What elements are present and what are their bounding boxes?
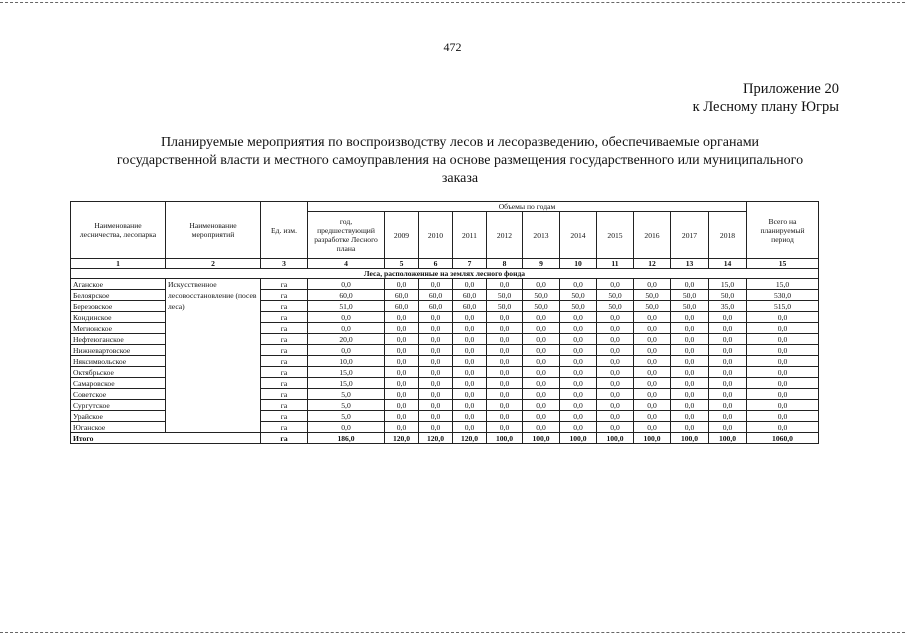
cell-year-value: 15,0 — [709, 279, 747, 290]
cell-unit: га — [261, 279, 308, 290]
column-number: 7 — [453, 259, 487, 269]
cell-year-value: 0,0 — [487, 345, 523, 356]
cell-forestry: Мегионское — [71, 323, 166, 334]
column-number: 4 — [308, 259, 385, 269]
cell-year-value: 35,0 — [709, 301, 747, 312]
cell-prev-year: 0,0 — [308, 345, 385, 356]
cell-year-value: 0,0 — [453, 279, 487, 290]
cell-year-value: 0,0 — [385, 356, 419, 367]
cell-year-value: 0,0 — [523, 323, 560, 334]
cell-year-value: 0,0 — [453, 323, 487, 334]
header-forestry: Наименование лесничества, лесопарка — [71, 202, 166, 259]
cell-year-value: 0,0 — [597, 367, 634, 378]
cell-year-value: 0,0 — [419, 312, 453, 323]
cell-year-value: 0,0 — [560, 422, 597, 433]
cell-year-value: 0,0 — [419, 378, 453, 389]
cell-year-value: 0,0 — [487, 312, 523, 323]
cell-total: 0,0 — [747, 312, 819, 323]
cell-year-value: 60,0 — [419, 290, 453, 301]
cell-unit: га — [261, 378, 308, 389]
column-number: 1 — [71, 259, 166, 269]
cell-year-value: 0,0 — [709, 312, 747, 323]
cell-total: 0,0 — [747, 378, 819, 389]
total-unit: га — [261, 433, 308, 444]
cell-measure: Искусственное лесовосстановление (посев леса) — [166, 279, 261, 433]
total-year-value: 120,0 — [385, 433, 419, 444]
appendix-line-2: к Лесному плану Югры — [692, 99, 839, 115]
cell-forestry: Сургутское — [71, 400, 166, 411]
cell-unit: га — [261, 411, 308, 422]
cell-year-value: 0,0 — [385, 422, 419, 433]
cell-year-value: 0,0 — [671, 389, 709, 400]
cell-year-value: 0,0 — [419, 367, 453, 378]
cell-year-value: 60,0 — [419, 301, 453, 312]
cell-year-value: 0,0 — [671, 356, 709, 367]
column-number: 13 — [671, 259, 709, 269]
cell-unit: га — [261, 334, 308, 345]
header-total: Всего на планируемый период — [747, 202, 819, 259]
total-year-value: 100,0 — [597, 433, 634, 444]
cell-prev-year: 51,0 — [308, 301, 385, 312]
cell-prev-year: 0,0 — [308, 279, 385, 290]
cell-year-value: 0,0 — [523, 411, 560, 422]
cell-year-value: 0,0 — [597, 411, 634, 422]
column-number: 14 — [709, 259, 747, 269]
cell-year-value: 0,0 — [671, 422, 709, 433]
cell-total: 0,0 — [747, 334, 819, 345]
cell-year-value: 0,0 — [560, 345, 597, 356]
cell-year-value: 0,0 — [560, 334, 597, 345]
cell-year-value: 0,0 — [419, 323, 453, 334]
total-year-value: 100,0 — [523, 433, 560, 444]
total-year-value: 120,0 — [419, 433, 453, 444]
cell-year-value: 0,0 — [453, 389, 487, 400]
cell-year-value: 60,0 — [453, 301, 487, 312]
cell-year-value: 0,0 — [671, 345, 709, 356]
cell-year-value: 0,0 — [523, 367, 560, 378]
cell-year-value: 0,0 — [385, 367, 419, 378]
cell-unit: га — [261, 290, 308, 301]
total-year-value: 100,0 — [709, 433, 747, 444]
header-year: 2018 — [709, 212, 747, 259]
cell-year-value: 0,0 — [709, 389, 747, 400]
cell-year-value: 0,0 — [597, 334, 634, 345]
cell-year-value: 0,0 — [709, 400, 747, 411]
cell-year-value: 0,0 — [560, 389, 597, 400]
cell-year-value: 0,0 — [560, 323, 597, 334]
cell-forestry: Няксимвольское — [71, 356, 166, 367]
cell-year-value: 0,0 — [560, 400, 597, 411]
title-line-3: заказа — [441, 171, 479, 186]
header-year: 2017 — [671, 212, 709, 259]
cell-year-value: 0,0 — [671, 378, 709, 389]
cell-year-value: 50,0 — [523, 290, 560, 301]
cell-year-value: 0,0 — [634, 323, 671, 334]
section-title: Леса, расположенные на землях лесного фонда — [71, 269, 819, 279]
total-row — [71, 433, 819, 444]
cell-prev-year: 15,0 — [308, 378, 385, 389]
table-row — [71, 279, 819, 290]
cell-total: 0,0 — [747, 345, 819, 356]
cell-year-value: 0,0 — [419, 279, 453, 290]
header-year: 2010 — [419, 212, 453, 259]
header-measure: Наименование мероприятий — [166, 202, 261, 259]
cell-year-value: 50,0 — [560, 301, 597, 312]
column-number: 5 — [385, 259, 419, 269]
cell-total: 515,0 — [747, 301, 819, 312]
cell-forestry: Октябрьское — [71, 367, 166, 378]
cell-year-value: 0,0 — [385, 334, 419, 345]
cell-year-value: 0,0 — [453, 345, 487, 356]
cell-year-value: 0,0 — [487, 389, 523, 400]
cell-year-value: 0,0 — [523, 378, 560, 389]
cell-year-value: 0,0 — [523, 345, 560, 356]
cell-year-value: 0,0 — [597, 378, 634, 389]
cell-total: 0,0 — [747, 323, 819, 334]
cell-year-value: 0,0 — [671, 323, 709, 334]
cell-year-value: 0,0 — [709, 334, 747, 345]
cell-year-value: 0,0 — [597, 422, 634, 433]
cell-prev-year: 5,0 — [308, 411, 385, 422]
header-year: 2011 — [453, 212, 487, 259]
column-number: 2 — [166, 259, 261, 269]
cell-year-value: 0,0 — [560, 367, 597, 378]
cell-year-value: 0,0 — [523, 356, 560, 367]
cell-unit: га — [261, 367, 308, 378]
cell-prev-year: 5,0 — [308, 400, 385, 411]
appendix-line-1: Приложение 20 — [743, 81, 839, 97]
total-label: Итого — [71, 433, 261, 444]
cell-year-value: 0,0 — [634, 356, 671, 367]
cell-prev-year: 60,0 — [308, 290, 385, 301]
scan-edge-bottom — [0, 632, 905, 633]
cell-forestry: Юганское — [71, 422, 166, 433]
cell-year-value: 0,0 — [523, 422, 560, 433]
cell-year-value: 0,0 — [453, 312, 487, 323]
cell-unit: га — [261, 323, 308, 334]
cell-unit: га — [261, 301, 308, 312]
cell-year-value: 0,0 — [634, 389, 671, 400]
plan-table — [70, 201, 819, 444]
cell-year-value: 0,0 — [419, 389, 453, 400]
header-volumes: Объемы по годам — [308, 202, 747, 212]
cell-year-value: 0,0 — [634, 422, 671, 433]
cell-year-value: 0,0 — [419, 334, 453, 345]
cell-year-value: 0,0 — [634, 279, 671, 290]
cell-year-value: 0,0 — [385, 312, 419, 323]
cell-total: 0,0 — [747, 356, 819, 367]
cell-year-value: 0,0 — [560, 279, 597, 290]
cell-total: 0,0 — [747, 367, 819, 378]
cell-year-value: 0,0 — [597, 356, 634, 367]
cell-year-value: 0,0 — [597, 345, 634, 356]
document-title — [60, 134, 860, 188]
cell-forestry: Советское — [71, 389, 166, 400]
cell-year-value: 0,0 — [634, 334, 671, 345]
cell-unit: га — [261, 400, 308, 411]
cell-year-value: 0,0 — [560, 356, 597, 367]
cell-year-value: 0,0 — [597, 389, 634, 400]
cell-year-value: 0,0 — [453, 334, 487, 345]
cell-year-value: 60,0 — [453, 290, 487, 301]
cell-forestry: Самаровское — [71, 378, 166, 389]
cell-year-value: 0,0 — [487, 279, 523, 290]
cell-year-value: 0,0 — [671, 367, 709, 378]
total-year-value: 100,0 — [671, 433, 709, 444]
cell-year-value: 0,0 — [385, 323, 419, 334]
cell-year-value: 0,0 — [634, 345, 671, 356]
cell-unit: га — [261, 356, 308, 367]
cell-year-value: 0,0 — [419, 400, 453, 411]
cell-year-value: 50,0 — [634, 301, 671, 312]
column-number: 15 — [747, 259, 819, 269]
cell-year-value: 0,0 — [453, 356, 487, 367]
cell-year-value: 0,0 — [487, 367, 523, 378]
cell-total: 530,0 — [747, 290, 819, 301]
cell-forestry: Березовское — [71, 301, 166, 312]
cell-year-value: 50,0 — [671, 301, 709, 312]
appendix-label — [693, 80, 839, 116]
header-year: 2016 — [634, 212, 671, 259]
cell-forestry: Нефтеюганское — [71, 334, 166, 345]
cell-year-value: 0,0 — [634, 411, 671, 422]
cell-year-value: 0,0 — [709, 378, 747, 389]
cell-prev-year: 15,0 — [308, 367, 385, 378]
cell-year-value: 0,0 — [419, 411, 453, 422]
cell-prev-year: 5,0 — [308, 389, 385, 400]
cell-year-value: 0,0 — [597, 400, 634, 411]
cell-year-value: 0,0 — [634, 312, 671, 323]
total-year-value: 100,0 — [487, 433, 523, 444]
cell-year-value: 0,0 — [671, 411, 709, 422]
cell-year-value: 0,0 — [560, 378, 597, 389]
cell-prev-year: 10,0 — [308, 356, 385, 367]
cell-year-value: 0,0 — [385, 411, 419, 422]
cell-forestry: Урайское — [71, 411, 166, 422]
cell-forestry: Кондинское — [71, 312, 166, 323]
scan-edge-top — [0, 2, 905, 3]
cell-year-value: 0,0 — [385, 345, 419, 356]
column-number: 3 — [261, 259, 308, 269]
cell-year-value: 60,0 — [385, 290, 419, 301]
cell-year-value: 0,0 — [419, 422, 453, 433]
cell-unit: га — [261, 422, 308, 433]
cell-year-value: 50,0 — [523, 301, 560, 312]
column-number: 10 — [560, 259, 597, 269]
column-number: 11 — [597, 259, 634, 269]
cell-year-value: 50,0 — [634, 290, 671, 301]
page-number: 472 — [443, 40, 462, 54]
cell-year-value: 0,0 — [487, 400, 523, 411]
cell-year-value: 0,0 — [487, 323, 523, 334]
title-line-1: Планируемые мероприятия по воспроизводству лесов и лесоразведению, обеспечиваемые органами — [160, 135, 760, 150]
cell-prev-year: 0,0 — [308, 422, 385, 433]
cell-year-value: 0,0 — [419, 345, 453, 356]
total-year-value: 100,0 — [634, 433, 671, 444]
plan-table-wrapper — [70, 201, 819, 444]
cell-year-value: 0,0 — [487, 356, 523, 367]
cell-year-value: 0,0 — [709, 367, 747, 378]
cell-prev-year: 20,0 — [308, 334, 385, 345]
cell-year-value: 0,0 — [597, 279, 634, 290]
header-year: 2014 — [560, 212, 597, 259]
cell-total: 0,0 — [747, 389, 819, 400]
cell-year-value: 0,0 — [709, 323, 747, 334]
cell-year-value: 0,0 — [671, 312, 709, 323]
column-number: 8 — [487, 259, 523, 269]
cell-unit: га — [261, 345, 308, 356]
cell-year-value: 0,0 — [597, 312, 634, 323]
cell-year-value: 0,0 — [487, 422, 523, 433]
cell-year-value: 0,0 — [385, 389, 419, 400]
cell-year-value: 0,0 — [419, 356, 453, 367]
cell-year-value: 0,0 — [385, 378, 419, 389]
total-year-value: 120,0 — [453, 433, 487, 444]
cell-year-value: 0,0 — [634, 378, 671, 389]
header-unit: Ед. изм. — [261, 202, 308, 259]
cell-year-value: 50,0 — [560, 290, 597, 301]
total-prev-year: 186,0 — [308, 433, 385, 444]
cell-year-value: 0,0 — [634, 400, 671, 411]
cell-year-value: 50,0 — [671, 290, 709, 301]
cell-year-value: 0,0 — [453, 400, 487, 411]
column-number: 12 — [634, 259, 671, 269]
cell-unit: га — [261, 312, 308, 323]
column-number: 9 — [523, 259, 560, 269]
column-number: 6 — [419, 259, 453, 269]
cell-year-value: 50,0 — [597, 290, 634, 301]
cell-year-value: 0,0 — [453, 367, 487, 378]
cell-forestry: Белоярское — [71, 290, 166, 301]
total-sum: 1060,0 — [747, 433, 819, 444]
header-year: 2013 — [523, 212, 560, 259]
cell-year-value: 0,0 — [709, 422, 747, 433]
cell-year-value: 0,0 — [634, 367, 671, 378]
cell-unit: га — [261, 389, 308, 400]
cell-year-value: 60,0 — [385, 301, 419, 312]
header-year: 2015 — [597, 212, 634, 259]
cell-year-value: 0,0 — [671, 334, 709, 345]
cell-year-value: 0,0 — [453, 378, 487, 389]
cell-year-value: 0,0 — [385, 400, 419, 411]
cell-year-value: 50,0 — [487, 301, 523, 312]
cell-year-value: 0,0 — [523, 334, 560, 345]
cell-year-value: 0,0 — [523, 389, 560, 400]
cell-year-value: 0,0 — [597, 323, 634, 334]
cell-year-value: 0,0 — [523, 400, 560, 411]
header-prev-year: год, предшествующий разработке Лесного плана — [308, 212, 385, 259]
cell-total: 0,0 — [747, 400, 819, 411]
header-year: 2012 — [487, 212, 523, 259]
cell-total: 0,0 — [747, 411, 819, 422]
cell-year-value: 0,0 — [709, 356, 747, 367]
total-year-value: 100,0 — [560, 433, 597, 444]
title-line-2: государственной власти и местного самоуправления на основе размещения государственного или муниципального — [116, 153, 804, 168]
cell-total: 15,0 — [747, 279, 819, 290]
cell-year-value: 0,0 — [453, 411, 487, 422]
cell-forestry: Нижневартовское — [71, 345, 166, 356]
cell-year-value: 50,0 — [487, 290, 523, 301]
cell-year-value: 0,0 — [523, 312, 560, 323]
cell-year-value: 0,0 — [560, 312, 597, 323]
header-year: 2009 — [385, 212, 419, 259]
cell-year-value: 0,0 — [709, 345, 747, 356]
cell-year-value: 50,0 — [709, 290, 747, 301]
cell-year-value: 0,0 — [671, 400, 709, 411]
cell-year-value: 0,0 — [487, 411, 523, 422]
cell-year-value: 0,0 — [487, 334, 523, 345]
cell-year-value: 0,0 — [385, 279, 419, 290]
cell-year-value: 0,0 — [523, 279, 560, 290]
cell-year-value: 0,0 — [709, 411, 747, 422]
cell-forestry: Аганское — [71, 279, 166, 290]
cell-prev-year: 0,0 — [308, 312, 385, 323]
cell-year-value: 0,0 — [560, 411, 597, 422]
cell-total: 0,0 — [747, 422, 819, 433]
cell-year-value: 0,0 — [487, 378, 523, 389]
cell-year-value: 0,0 — [453, 422, 487, 433]
cell-year-value: 50,0 — [597, 301, 634, 312]
cell-year-value: 0,0 — [671, 279, 709, 290]
cell-prev-year: 0,0 — [308, 323, 385, 334]
